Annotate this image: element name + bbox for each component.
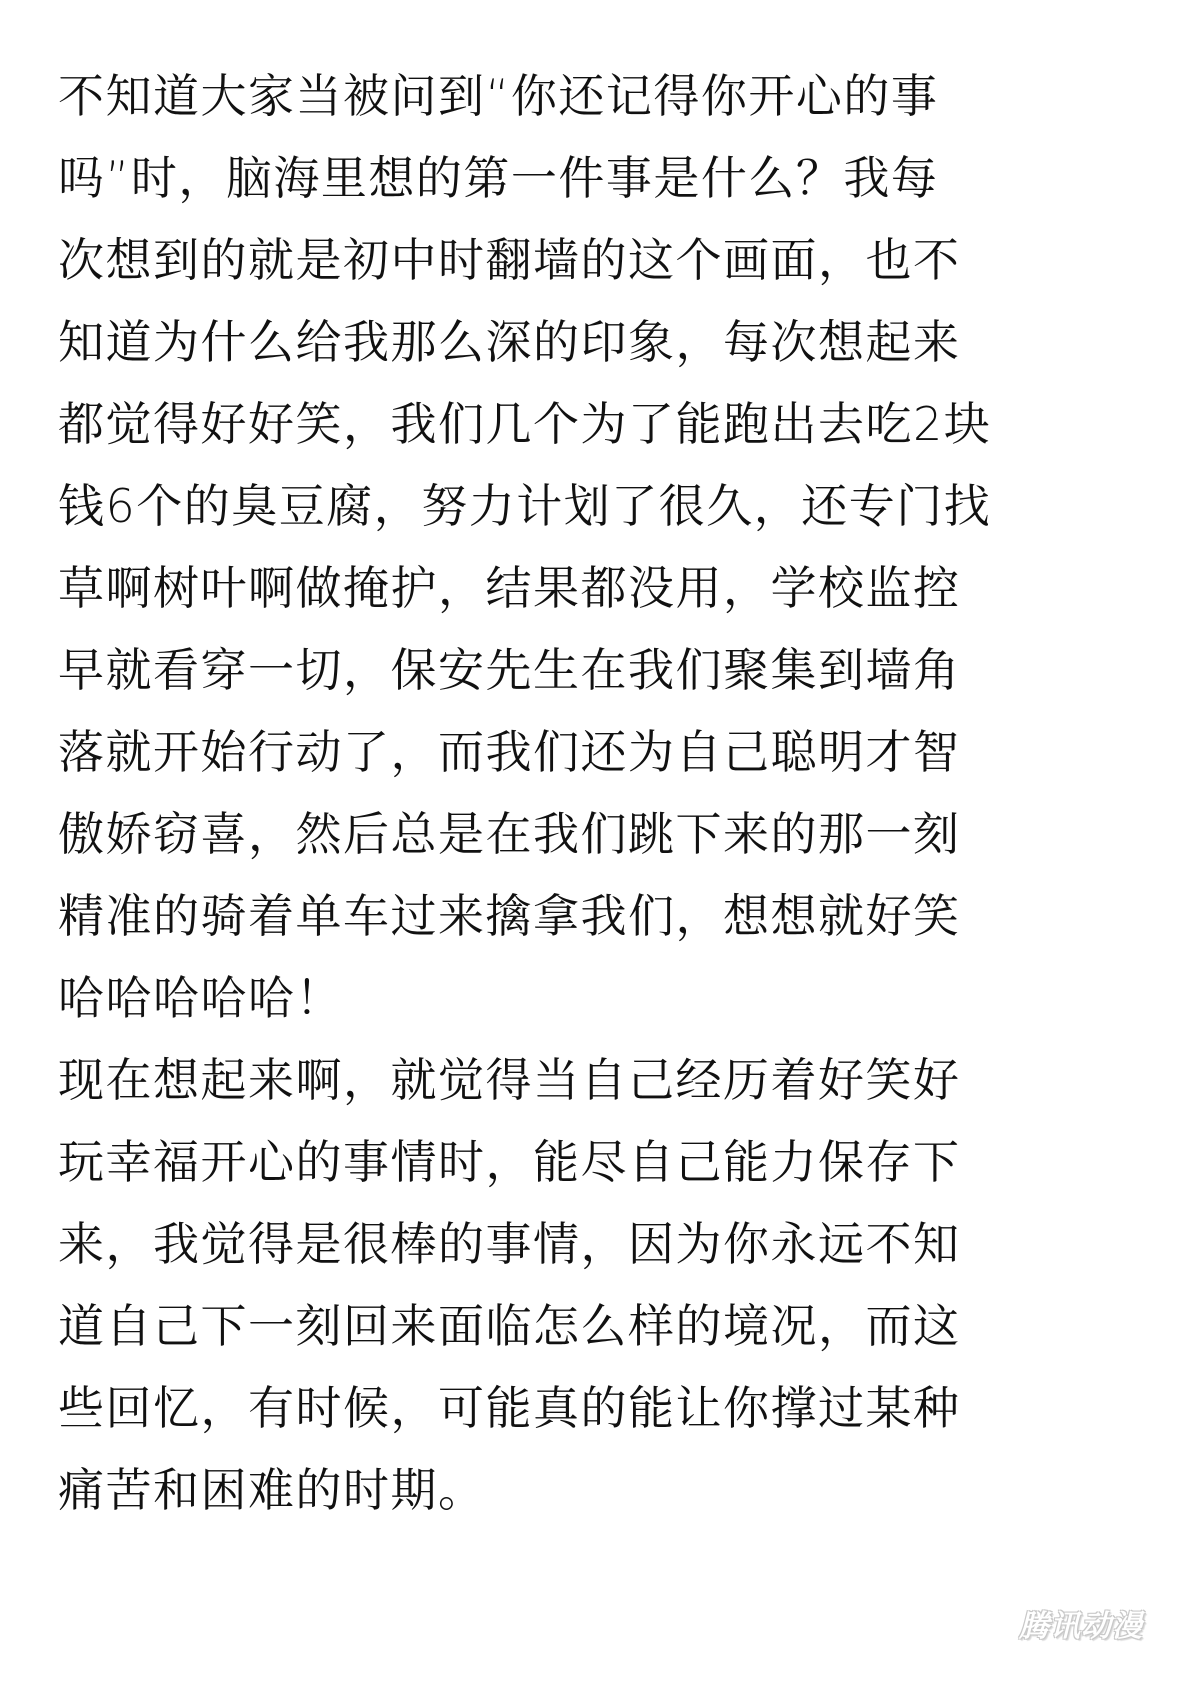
text-line: 不知道大家当被问到“你还记得你开心的事 [58,69,939,123]
text-line: 吗”时，脑海里想的第一件事是什么？我每 [58,151,939,205]
text-line: 哈哈哈哈哈！ [58,971,343,1025]
text-line: 都觉得好好笑，我们几个为了能跑出去吃2块 [58,397,992,451]
text-line: 精准的骑着单车过来擒拿我们，想想就好笑 [58,889,961,943]
text-line: 落就开始行动了，而我们还为自己聪明才智 [58,725,961,779]
text-line: 次想到的就是初中时翻墙的这个画面，也不 [58,233,961,287]
text-line: 痛苦和困难的时期。 [58,1463,486,1517]
text-line: 傲娇窃喜，然后总是在我们跳下来的那一刻 [58,807,961,861]
text-line: 钱6个的臭豆腐，努力计划了很久，还专门找 [58,479,992,533]
article-body [58,55,1058,1531]
text-line: 知道为什么给我那么深的印象，每次想起来 [58,315,961,369]
text-line: 早就看穿一切，保安先生在我们聚集到墙角 [58,643,961,697]
text-line: 玩幸福开心的事情时，能尽自己能力保存下 [58,1135,961,1189]
text-line: 道自己下一刻回来面临怎么样的境况，而这 [58,1299,961,1353]
text-line: 来，我觉得是很棒的事情，因为你永远不知 [58,1217,961,1271]
text-line: 些回忆，有时候，可能真的能让你撑过某种 [58,1381,961,1435]
text-line: 现在想起来啊，就觉得当自己经历着好笑好 [58,1053,961,1107]
watermark-logo: 腾讯动漫 [1019,1609,1143,1644]
text-line: 草啊树叶啊做掩护，结果都没用，学校监控 [58,561,961,615]
